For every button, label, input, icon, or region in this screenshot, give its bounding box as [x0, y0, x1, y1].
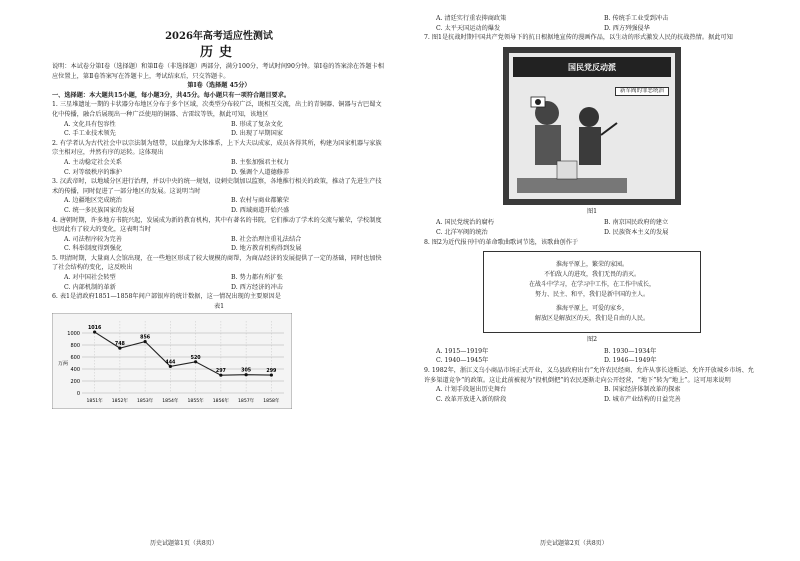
exam-title: 2026年高考适应性测试	[165, 31, 273, 42]
question-6	[52, 292, 386, 302]
option-c: C. 统一多民族国家的发展	[64, 206, 135, 214]
y-tick-label: 400	[70, 367, 80, 374]
data-label: 520	[190, 356, 201, 362]
option-b: B. 传统手工业受到冲击	[604, 15, 669, 22]
option-c: C. 1940—1945年	[436, 357, 489, 365]
question-7-options	[424, 218, 760, 237]
question-2	[52, 139, 386, 177]
table-caption: 表1	[213, 302, 225, 310]
option-c: C. 改革开放进入新的阶段	[436, 395, 507, 403]
option-b: B. 形成了复杂文化	[231, 120, 283, 128]
option-d: D. 西域商道开始兴盛	[231, 206, 290, 214]
question-stem: 6. 表1是清政府1851—1858年间户部银库的统计数据，这一情况出现的主要原因是	[52, 293, 281, 301]
poster-illustration-icon	[517, 83, 627, 193]
question-9-stem: 9. 1982年，浙江义乌小商品市场正式开业，义乌县政府出台“允许农民经商、允许从事长途贩运、允许开放城乡市场、允许多渠道竞争”的政策。这让此前被视为“投机倒把”的农民逐渐走向公开经营，“地下”转为“地上”。这可用来说明	[424, 366, 754, 384]
x-tick-label: 1857年	[237, 399, 255, 405]
question-stem: 4. 唐朝时期，许多地方书院兴起，发展成为新的教育机构，其中有著名的书院，它们推动了学术的交流与繁荣，学校制度也因此有了较大的变化，这表明当时	[52, 216, 382, 234]
x-tick-label: 1858年	[263, 399, 280, 405]
x-tick-label: 1853年	[136, 399, 154, 405]
y-tick-label: 0	[76, 391, 80, 398]
poster-title: 国民党反动派	[513, 57, 671, 77]
question-3	[52, 177, 386, 215]
question-8-stem: 8. 图2为近代报刊中的革命歌曲歌词节选，该歌曲创作于	[424, 238, 579, 246]
question-stem: 2. 有学者认为古代社会中以宗法制为纽带，以血缘为大体维系，上下大夫以成家，成员各得其所，构建为国家机器与家族宗主相对应，井然有序的运转。这体现出	[52, 139, 382, 157]
section-title: 第Ⅰ卷（选择题 45分）	[187, 82, 251, 90]
option-c: C. 科举制度得到强化	[64, 245, 122, 253]
option-b: B. 主张加强君主权力	[231, 158, 289, 166]
y-tick-label: 1000	[67, 331, 80, 338]
y-tick-label: 800	[70, 343, 80, 350]
data-label: 299	[266, 369, 277, 375]
option-d: D. 西方列强侵华	[604, 24, 650, 32]
lyric-line: 不怕敌人的进攻，我们无畏的消灭。	[543, 271, 640, 279]
question-1	[52, 100, 386, 138]
right-page	[400, 0, 800, 561]
option-a: A. 1915—1919年	[436, 347, 489, 355]
option-d: D. 城市产业结构的日益完善	[604, 395, 681, 403]
x-tick-label: 1852年	[111, 399, 129, 405]
x-tick-label: 1854年	[162, 399, 179, 405]
lyric-line: 解放区是解放区的天，我们是自由的人民。	[534, 315, 649, 323]
lyric-line: 淮海平原上，可爱的家乡，	[555, 305, 628, 313]
question-stem: 3. 汉武帝时，以地域分区进行治理，并以中央的统一规划，设刺史制加以监察，各地推行相关的政策，推动了先进生产技术的传播，同时促进了一部分地区的发展。这说明当时	[52, 178, 382, 195]
poster-side-caption: 新军阀的罪恶统治	[615, 87, 669, 96]
option-c: C. 北洋军阀的统治	[436, 228, 488, 236]
question-7-stem: 7. 图1是抗战时期中国共产党领导下的抗日根据地宣传的漫画作品，以生动的形式激发人民的抗战热情。据此可知	[424, 34, 733, 42]
right-page-footer: 历史试题第2页（共8页）	[540, 540, 608, 548]
lyric-line: 努力、民主、和平，我们是新中国的主人。	[534, 291, 649, 299]
option-a: A. 司法程序较为完善	[64, 235, 122, 243]
song-lyrics-box	[483, 251, 701, 333]
data-label: 444	[165, 360, 176, 366]
option-a: A. 文化具有包容性	[64, 120, 116, 128]
option-b: B. 国家经济体制改革的探索	[604, 386, 681, 394]
figure-2-caption: 图2	[586, 336, 598, 344]
y-tick-label: 600	[70, 355, 80, 362]
data-label: 305	[241, 369, 252, 375]
y-tick-label: 200	[70, 379, 80, 386]
question-stem: 1. 三星堆遗址一期的卡状器分布地区分布于多个区域，次类型分布较广泛，既相互交流，出土的青铜器、铜器与古巴蜀文化中传播，融合后展现出一种广泛使用的铜器、古雷纹等铁，据此可知，该地区	[52, 101, 382, 118]
data-label: 1016	[87, 326, 102, 332]
option-d: D. 地方教育机构得到发展	[231, 245, 302, 253]
data-label: 748	[114, 342, 125, 348]
question-list	[52, 100, 386, 301]
question-8-options	[424, 347, 760, 366]
x-tick-label: 1851年	[86, 399, 103, 405]
section-instructions: 一、选择题：本大题共15小题，每小题3分，共45分。每小题只有一项符合题目要求。	[52, 91, 291, 99]
figure-1-caption: 图1	[586, 207, 598, 215]
option-b: B. 南京国民政府的建立	[604, 219, 669, 227]
data-label: 856	[140, 336, 151, 342]
question-4	[52, 216, 386, 254]
instructions: 说明：本试卷分第Ⅰ卷（选择题）和第Ⅱ卷（非选择题）两部分，满分100分，考试时间90分钟。第Ⅰ卷的答案涂在答题卡相应位置上，第Ⅱ卷答案写在答题卡上，考试结束后，只交答题卡。	[52, 63, 384, 80]
question-9-options	[424, 385, 760, 404]
question-stem: 5. 明清时期，大量商人会馆出现，在一些地区形成了较大规模的商帮，为商品经济的发展提供了一定的基础，同时也加快了社会结构的变化，这反映出	[52, 254, 382, 272]
x-tick-label: 1856年	[212, 399, 230, 405]
option-a: A. 主动稳定社会关系	[64, 158, 122, 166]
silver-reserve-chart	[52, 313, 292, 409]
option-d: D. 强调个人道德修养	[231, 168, 290, 176]
question-5	[52, 254, 386, 292]
subject-title: 历史	[199, 45, 238, 60]
question-6-options	[424, 14, 760, 33]
option-c: C. 内部机制的革新	[64, 283, 116, 291]
option-b: B. 1930—1934年	[604, 347, 657, 355]
option-d: D. 1946—1949年	[604, 357, 657, 365]
option-b: B. 社会治理注重礼法结合	[231, 235, 302, 243]
lyric-line: 在战斗中学习，在学习中工作，在工作中成长，	[528, 281, 655, 289]
y-axis-label: 万两	[58, 361, 69, 368]
option-c: C. 太平天国运动的爆发	[436, 24, 501, 32]
propaganda-poster	[503, 47, 681, 205]
option-c: C. 对等级秩序的维护	[64, 168, 122, 176]
data-label: 297	[215, 369, 226, 375]
option-d: D. 西方经济的冲击	[231, 283, 283, 291]
option-a: A. 边疆地区完成统治	[64, 197, 122, 205]
left-page-footer: 历史试题第1页（共8页）	[150, 540, 218, 548]
lyric-line: 淮海平原上，繁荣的家园。	[555, 261, 628, 269]
option-c: C. 手工业技术领先	[64, 130, 116, 138]
option-a: A. 对中国社会转型	[64, 274, 116, 282]
option-a: A. 清廷实行重农抑商政策	[436, 15, 507, 22]
option-d: D. 出现了早期国家	[231, 130, 283, 138]
option-b: B. 农村与商业都繁荣	[231, 197, 289, 205]
x-tick-label: 1855年	[187, 399, 204, 405]
option-a: A. 国民党统治的腐朽	[436, 219, 494, 227]
option-a: A. 计划手段退出历史舞台	[436, 386, 507, 394]
option-d: D. 民族资本主义的发展	[604, 228, 669, 236]
option-b: B. 势力都有所扩张	[231, 274, 283, 282]
